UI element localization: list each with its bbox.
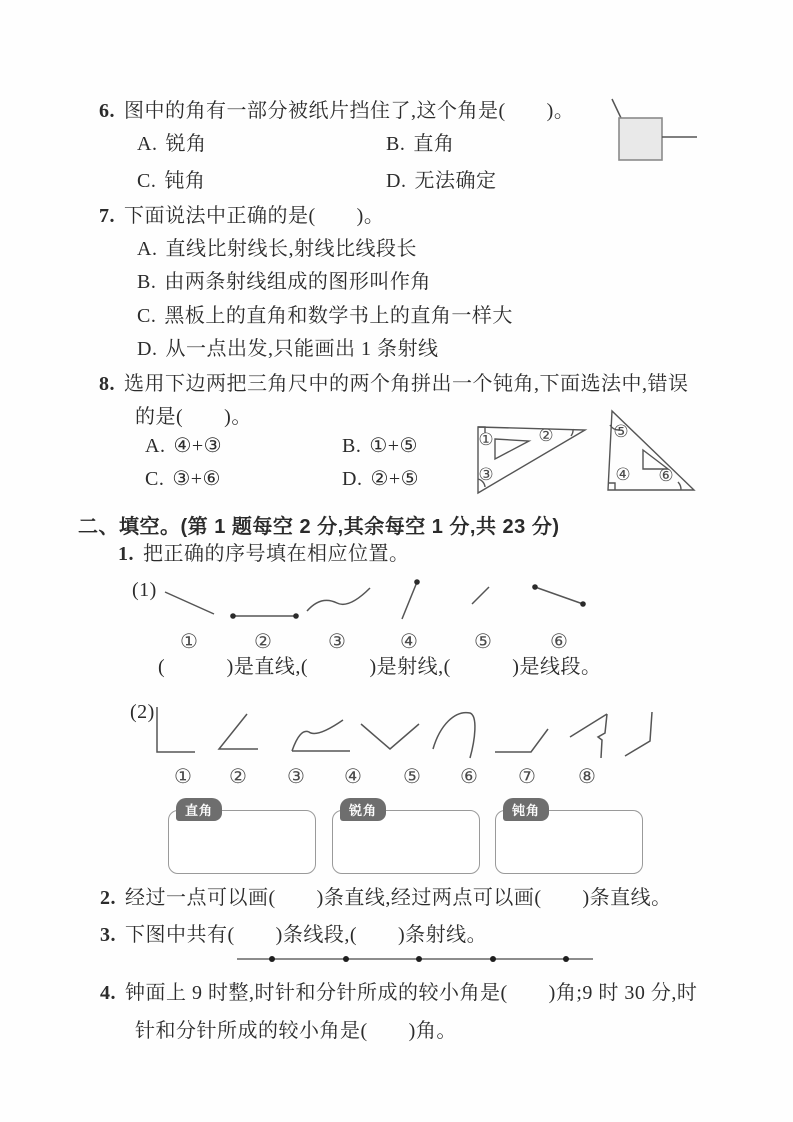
q7-option-d <box>137 337 438 361</box>
angle-figure-7-arm <box>570 714 607 737</box>
paper-square <box>619 118 662 160</box>
fill-q1-number: 1. <box>118 543 134 565</box>
q8-option-d-text: ②+⑤ <box>370 468 420 490</box>
question-7-text: 下面说法中正确的是( )。 <box>124 205 385 227</box>
category-tab-right-angle: 直角 <box>176 798 222 821</box>
category-tab-acute-angle: 锐角 <box>340 798 386 821</box>
question-6 <box>99 99 574 123</box>
fill-q4-text-line2: 针和分针所成的较小角是( )角。 <box>135 1020 457 1042</box>
fill-question-4 <box>100 981 697 1005</box>
category-tab-obtuse-angle: 钝角 <box>503 798 549 821</box>
point-dot <box>416 956 422 962</box>
endpoint-dot <box>414 579 420 585</box>
angle-figure-5-arch <box>433 713 475 758</box>
figure-line-5 <box>472 587 489 604</box>
question-7 <box>99 204 384 228</box>
q1-part2-label: (2) <box>130 701 155 723</box>
fill-q4-text-line1: 钟面上 9 时整,时针和分针所成的较小角是( )角;9 时 30 分,时 <box>125 982 698 1004</box>
question-8 <box>99 372 689 396</box>
part2-figure-number-5: ⑤ <box>403 766 421 788</box>
q8-option-b <box>342 434 418 458</box>
part2-figure-number-8: ⑧ <box>578 766 596 788</box>
q8-option-a <box>145 434 222 458</box>
figure-curve-3 <box>307 588 370 611</box>
question-6-number: 6. <box>99 100 115 122</box>
q7-option-c <box>137 304 513 328</box>
q6-option-d-label: D. <box>386 170 407 192</box>
triangle-1-hole <box>495 439 529 459</box>
q6-covered-angle-figure <box>605 93 705 165</box>
fill-q3-text: 下图中共有( )条线段,( )条射线。 <box>125 924 488 946</box>
q7-option-d-label: D. <box>137 338 158 360</box>
q6-option-c-label: C. <box>137 170 157 192</box>
q8-option-c-text: ③+⑥ <box>172 468 221 490</box>
angle-arm-upper <box>612 99 621 118</box>
angle-figure-3-curved-arm <box>292 720 343 751</box>
q1-part1-figures <box>160 575 600 627</box>
fill-q2-number: 2. <box>100 887 116 909</box>
fill-question-2 <box>100 886 672 910</box>
angle-figure-6-obtuse <box>495 729 548 752</box>
part2-figure-number-4: ④ <box>344 766 362 788</box>
section-2-heading: 二、填空。(第 1 题每空 2 分,其余每空 1 分,共 23 分) <box>78 516 560 538</box>
endpoint-dot <box>532 584 538 590</box>
q6-option-a-text: 锐角 <box>165 133 207 155</box>
q6-option-d-text: 无法确定 <box>414 170 497 192</box>
q6-option-d <box>386 169 496 193</box>
category-box-acute-angle <box>332 803 480 874</box>
point-dot <box>343 956 349 962</box>
part1-figure-number-1: ① <box>180 631 198 653</box>
point-dot <box>490 956 496 962</box>
q7-option-a <box>137 237 417 261</box>
part1-figure-number-6: ⑥ <box>550 631 568 653</box>
q1-part1-label: (1) <box>132 579 157 601</box>
triangle1-label-2: ② <box>538 426 554 445</box>
q8-option-c <box>145 467 221 491</box>
question-8-number: 8. <box>99 373 115 395</box>
q3-line-with-points-figure <box>230 950 600 970</box>
question-8-text-line1: 选用下边两把三角尺中的两个角拼出一个钝角,下面选法中,错误 <box>124 373 689 395</box>
triangle2-label-5: ⑤ <box>613 422 629 441</box>
part2-figure-number-7: ⑦ <box>518 766 536 788</box>
q8-option-d-label: D. <box>342 468 363 490</box>
q7-option-c-label: C. <box>137 305 157 327</box>
q7-option-d-text: 从一点出发,只能画出 1 条射线 <box>165 338 439 360</box>
q6-option-a <box>137 132 206 156</box>
part1-figure-number-3: ③ <box>328 631 346 653</box>
part1-answer-line: ( )是直线,( )是射线,( )是线段。 <box>158 656 602 678</box>
q8-option-a-label: A. <box>145 435 166 457</box>
q8-option-c-label: C. <box>145 468 165 490</box>
fill-q3-number: 3. <box>100 924 116 946</box>
q7-option-a-text: 直线比射线长,射线比线段长 <box>165 238 417 260</box>
q6-option-c <box>137 169 205 193</box>
fill-question-1 <box>118 542 410 566</box>
triangle1-label-3: ③ <box>478 465 494 484</box>
part1-figure-number-4: ④ <box>400 631 418 653</box>
q8-option-d <box>342 467 419 491</box>
q1-part2-figures <box>145 698 665 762</box>
fill-q4-number: 4. <box>100 982 116 1004</box>
q6-option-c-text: 钝角 <box>164 170 206 192</box>
category-box-obtuse-angle <box>495 803 643 874</box>
point-dot <box>563 956 569 962</box>
category-box-right-angle <box>168 803 316 874</box>
triangle2-label-6: ⑥ <box>658 466 674 485</box>
question-8-text-line2: 的是( )。 <box>135 406 252 428</box>
q8-option-a-text: ④+③ <box>173 435 223 457</box>
q8-option-b-text: ①+⑤ <box>369 435 418 457</box>
q6-option-b-label: B. <box>386 133 406 155</box>
fill-question-3 <box>100 923 487 947</box>
q8-triangle-rulers-figure <box>465 403 700 501</box>
angle-figure-7-zigzag <box>598 714 607 758</box>
q7-option-b <box>137 270 431 294</box>
fill-q1-text: 把正确的序号填在相应位置。 <box>143 543 410 565</box>
part2-figure-number-6: ⑥ <box>460 766 478 788</box>
angle-arc-6 <box>678 482 681 490</box>
triangle1-label-1: ① <box>478 430 494 449</box>
q7-option-b-text: 由两条射线组成的图形叫作角 <box>164 271 431 293</box>
part1-figure-number-5: ⑤ <box>474 631 492 653</box>
triangle2-label-4: ④ <box>615 465 631 484</box>
angle-figure-2-acute <box>219 714 258 749</box>
part1-figure-number-2: ② <box>254 631 272 653</box>
part2-figure-number-2: ② <box>229 766 247 788</box>
q6-option-a-label: A. <box>137 133 158 155</box>
q7-option-c-text: 黑板上的直角和数学书上的直角一样大 <box>164 305 513 327</box>
question-6-text: 图中的角有一部分被纸片挡住了,这个角是( )。 <box>124 100 575 122</box>
angle-figure-8 <box>625 712 652 756</box>
part2-figure-number-1: ① <box>174 766 192 788</box>
figure-segment-6 <box>535 587 583 604</box>
q6-option-b <box>386 132 454 156</box>
endpoint-dot <box>230 613 236 619</box>
part2-figure-number-3: ③ <box>287 766 305 788</box>
q6-option-b-text: 直角 <box>413 133 455 155</box>
q7-option-b-label: B. <box>137 271 157 293</box>
endpoint-dot <box>580 601 586 607</box>
endpoint-dot <box>293 613 299 619</box>
question-7-number: 7. <box>99 205 115 227</box>
figure-ray-4 <box>402 582 417 619</box>
angle-figure-1-right <box>157 707 195 752</box>
q7-option-a-label: A. <box>137 238 158 260</box>
fill-q2-text: 经过一点可以画( )条直线,经过两点可以画( )条直线。 <box>125 887 672 909</box>
figure-line-1 <box>165 592 214 614</box>
q8-option-b-label: B. <box>342 435 362 457</box>
point-dot <box>269 956 275 962</box>
angle-figure-4-vee <box>361 724 419 749</box>
